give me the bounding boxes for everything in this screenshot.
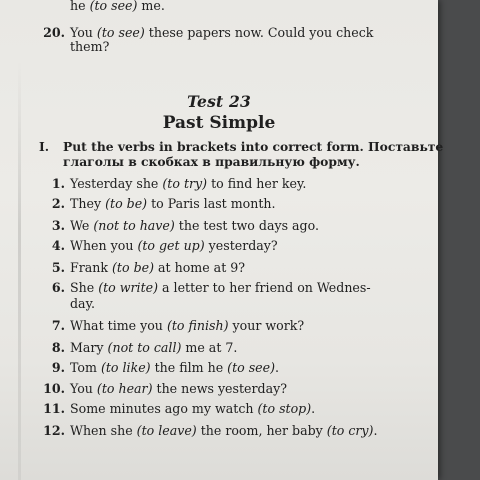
sentence-part: We — [70, 218, 94, 233]
exercise-text — [70, 318, 304, 334]
sentence-part: a letter to her friend on Wednes- — [158, 280, 371, 295]
sentence-part: the news yesterday? — [152, 381, 287, 396]
exercise-number: 4. — [51, 238, 65, 253]
exercise-text — [70, 196, 276, 212]
instruction-number: I. — [39, 139, 50, 154]
test-subtitle: Past Simple — [162, 113, 276, 133]
exercise-number: 10. — [43, 381, 65, 396]
sentence-part: yesterday? — [204, 238, 278, 253]
exercise-text — [70, 401, 315, 417]
exercise-text — [70, 280, 371, 296]
verb-in-brackets: (to finish) — [166, 318, 229, 333]
exercise-text — [70, 340, 237, 356]
instruction-line-2: глаголы в скобках в правильную форму. — [63, 154, 360, 169]
sentence-part: to Paris last month. — [147, 196, 276, 211]
sentence-part: at home at 9? — [154, 260, 246, 275]
prev-post: me. — [137, 0, 165, 13]
exercise-number: 2. — [51, 196, 65, 211]
exercise-number: 12. — [43, 423, 65, 438]
verb-in-brackets: (not to call) — [107, 340, 182, 355]
exercise-number: 6. — [51, 280, 65, 295]
exercise-text — [70, 360, 279, 376]
instruction-line-1: Put the verbs in brackets into correct form. Поставьте — [63, 139, 444, 154]
verb-in-brackets: (to leave) — [136, 423, 197, 438]
exercise-text — [70, 218, 319, 234]
exercise-number: 3. — [51, 218, 65, 233]
verb-in-brackets: (to see) — [227, 360, 275, 375]
verb-in-brackets: (not to have) — [93, 218, 175, 233]
exercise-number: 20. — [43, 25, 65, 40]
sentence-part: the test two days ago. — [174, 218, 319, 233]
sentence-part: to find her key. — [207, 176, 307, 191]
verb-in-brackets: (to get up) — [137, 238, 205, 253]
exercise-number: 1. — [51, 176, 65, 191]
exercise-text — [70, 176, 306, 192]
verb-in-brackets: (to stop) — [257, 401, 312, 416]
sentence-part: the film he — [150, 360, 228, 375]
sentence-part: When you — [70, 238, 138, 253]
verb-in-brackets: (to be) — [112, 260, 155, 275]
sentence-part: They — [70, 196, 106, 211]
exercise-number: 8. — [51, 340, 65, 355]
sentence-part: When she — [70, 423, 137, 438]
exercise-text — [70, 260, 245, 276]
sentence-part: She — [70, 280, 99, 295]
verb-in-brackets: (to write) — [98, 280, 159, 295]
exercise-text — [70, 238, 278, 254]
verb-in-brackets: (to try) — [162, 176, 208, 191]
sentence-part: me at 7. — [181, 340, 238, 355]
exercise-number: 7. — [51, 318, 65, 333]
sentence-part: Mary — [70, 340, 108, 355]
exercise-number: 9. — [51, 360, 65, 375]
sentence-part: . — [311, 401, 316, 416]
verb-in-brackets: (to hear) — [96, 381, 153, 396]
sentence-part: Tom — [70, 360, 101, 375]
sentence-part: What time you — [70, 318, 167, 333]
sentence-part: Some minutes ago my watch — [70, 401, 258, 416]
previous-exercise-fragment — [70, 0, 165, 14]
exercise-text — [70, 381, 287, 397]
sentence-part: You — [70, 381, 97, 396]
prev-pre: he — [70, 0, 90, 13]
sentence-part: your work? — [228, 318, 305, 333]
sentence-part: Frank — [70, 260, 113, 275]
sentence-part: . — [275, 360, 280, 375]
exercise-text — [70, 423, 377, 439]
test-title: Test 23 — [187, 92, 251, 111]
prev-verb: (to see) — [89, 0, 138, 13]
verb-in-brackets: (to be) — [105, 196, 148, 211]
exercise-text: You (to see) these papers now. Could you check — [70, 25, 374, 40]
verb-in-brackets: (to cry) — [326, 423, 374, 438]
exercise-number: 11. — [43, 401, 65, 416]
exercise-number: 5. — [51, 260, 65, 275]
sentence-part: the room, her baby — [196, 423, 327, 438]
sentence-part: Yesterday she — [70, 176, 163, 191]
exercise-text-cont: day. — [70, 296, 96, 311]
sentence-part: . — [373, 423, 378, 438]
exercise-text-cont: them? — [70, 39, 110, 54]
verb-in-brackets: (to like) — [100, 360, 151, 375]
